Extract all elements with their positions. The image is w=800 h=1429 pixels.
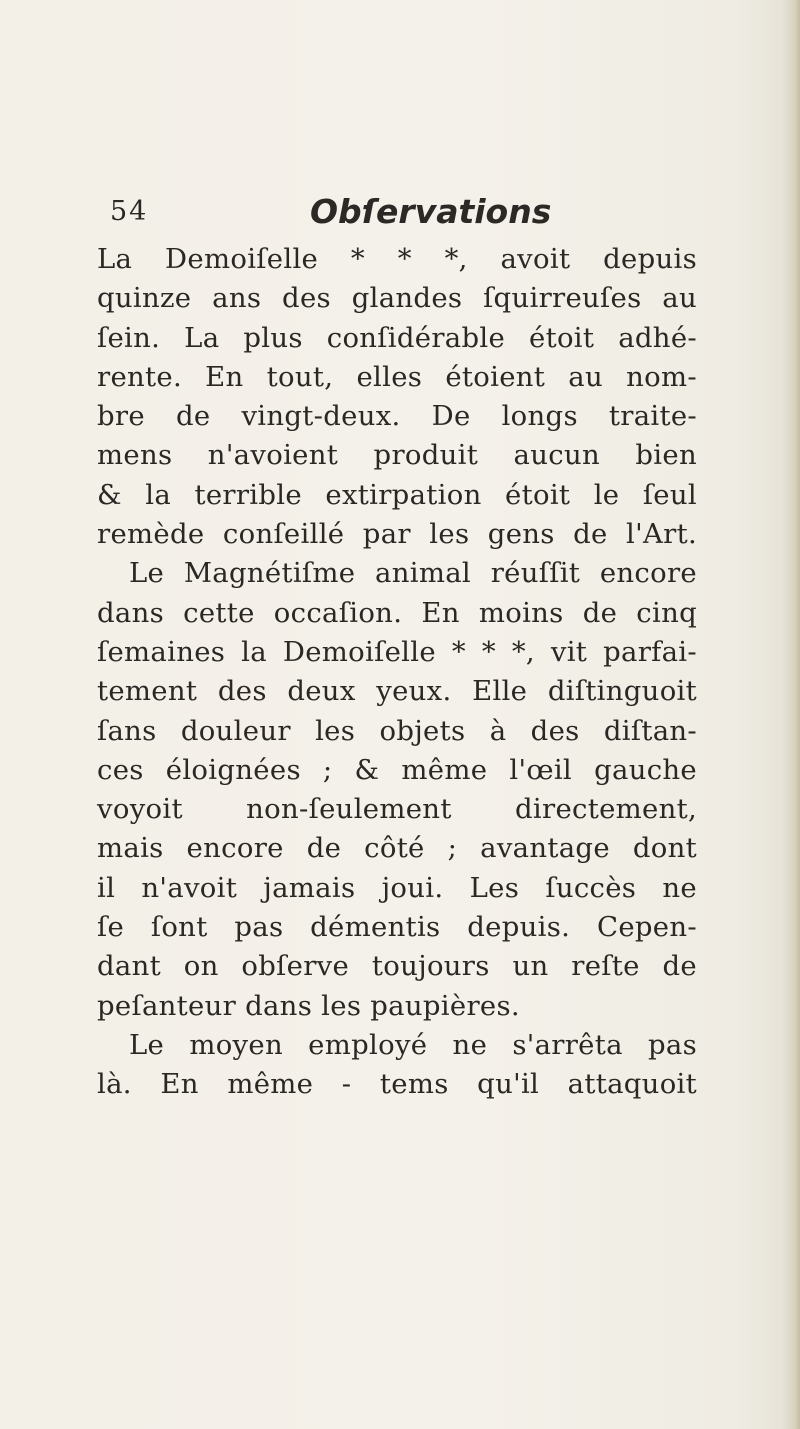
body-text xyxy=(97,240,697,1105)
page-number: 54 xyxy=(110,196,149,227)
text-line: voyoit non-ſeulement directement, xyxy=(97,793,697,826)
text-line: peſanteur dans les paupières. xyxy=(97,989,520,1022)
text-line: & la terrible extirpation étoit le ſeul xyxy=(97,478,697,511)
page-edge-shadow xyxy=(782,0,800,1429)
text-line: rente. En tout, elles étoient au nom- xyxy=(97,360,697,393)
text-line: mens n'avoient produit aucun bien xyxy=(97,439,697,472)
text-line: Le moyen employé ne s'arrêta pas xyxy=(129,1028,697,1061)
text-line: là. En même - tems qu'il attaquoit xyxy=(97,1068,697,1101)
text-line: quinze ans des glandes ſquirreuſes au xyxy=(97,282,697,315)
text-line: La Demoiſelle * * *, avoit depuis xyxy=(97,243,697,275)
text-line: mais encore de côté ; avantage dont xyxy=(97,832,697,865)
text-line: ſe ſont pas démentis depuis. Cepen- xyxy=(97,911,697,944)
text-line: ſemaines la Demoiſelle * * *, vit parfai- xyxy=(97,635,697,668)
text-line: bre de vingt-deux. De longs traite- xyxy=(97,400,697,433)
running-header xyxy=(110,192,710,240)
text-line: tement des deux yeux. Elle diſtinguoit xyxy=(97,675,697,708)
text-line: Le Magnétiſme animal réuſſit encore xyxy=(129,557,697,590)
text-line: ſans douleur les objets à des diſtan- xyxy=(97,714,697,747)
text-line: dans cette occaſion. En moins de cinq xyxy=(97,596,697,629)
text-line: remède conſeillé par les gens de l'Art. xyxy=(97,518,697,551)
text-line: dant on obſerve toujours un reſte de xyxy=(97,950,697,983)
text-line: ſein. La plus conſidérable étoit adhé- xyxy=(97,321,697,354)
text-line: il n'avoit jamais joui. Les ſuccès ne xyxy=(97,871,697,904)
running-title: Obſervations xyxy=(310,192,552,231)
text-line: ces éloignées ; & même l'œil gauche xyxy=(97,753,697,786)
